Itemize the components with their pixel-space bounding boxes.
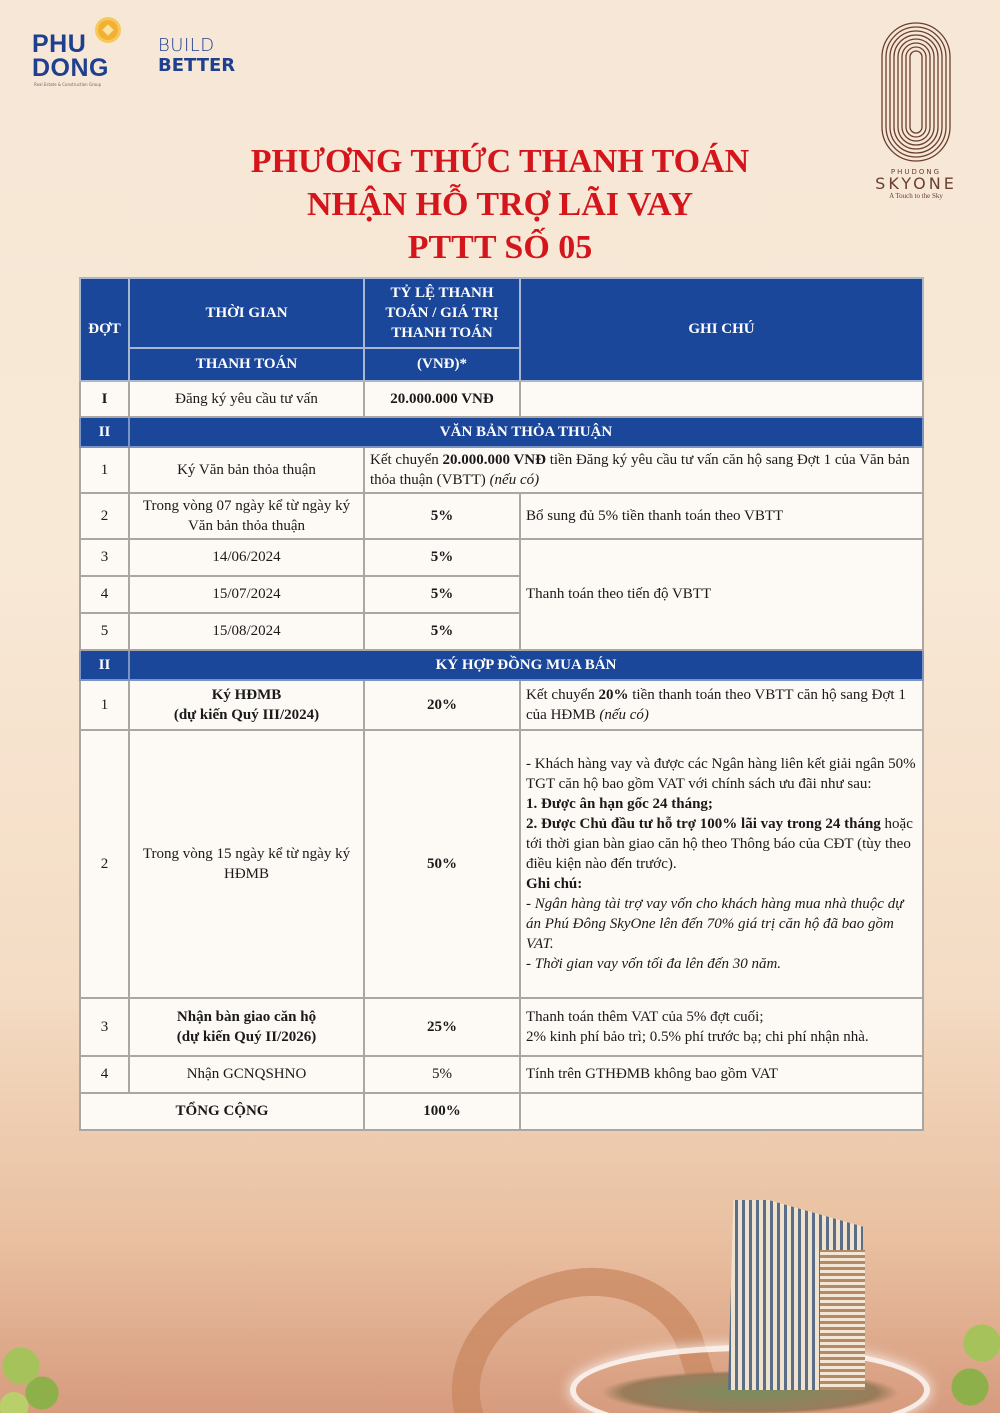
- leaf-left-decor: [0, 1330, 70, 1413]
- rate-cell: 20.000.000 VNĐ: [364, 381, 520, 417]
- note-point2: 2. Được Chủ đầu tư hỗ trợ 100% lãi vay trong 24 tháng: [526, 816, 881, 832]
- note-cell: Bổ sung đủ 5% tiền thanh toán theo VBTT: [520, 493, 923, 539]
- rate-cell: 5%: [364, 613, 520, 650]
- time-cell: Đăng ký yêu cầu tư vấn: [129, 381, 364, 417]
- note-italic2: - Thời gian vay vốn tối đa lên đến 30 năm.: [526, 956, 782, 972]
- build-better-slogan: [158, 36, 235, 76]
- time-cell: Nhận GCNQSHNO: [129, 1056, 364, 1093]
- brand-bottom: DONG: [32, 54, 109, 82]
- dot-cell: 3: [80, 998, 129, 1056]
- rate-cell: 25%: [364, 998, 520, 1056]
- section-label: VĂN BẢN THỎA THUẬN: [129, 417, 923, 447]
- time-cell: 15/07/2024: [129, 576, 364, 613]
- note-cell: [520, 730, 923, 998]
- dot-cell: 4: [80, 576, 129, 613]
- time-cell: 14/06/2024: [129, 539, 364, 576]
- table-row: [80, 447, 923, 493]
- time-line2: (dự kiến Quý III/2024): [173, 707, 320, 723]
- rate-cell: 20%: [364, 680, 520, 730]
- header-time-bottom: THANH TOÁN: [129, 348, 364, 381]
- note-text: tiền Đăng ký yêu cầu tư vấn căn hộ sang Đợt 1 của Văn bản thỏa thuận (VBTT): [370, 452, 910, 488]
- time-cell: [129, 998, 364, 1056]
- project-tagline: A Touch to the Sky: [889, 192, 943, 200]
- note-point1: 1. Được ân hạn gốc 24 tháng;: [526, 796, 713, 812]
- note-italic: (nếu có): [489, 472, 540, 488]
- header-time-top: THỜI GIAN: [129, 278, 364, 348]
- tower-wing-image: [820, 1250, 865, 1390]
- table-row: [80, 680, 923, 730]
- time-cell: [129, 680, 364, 730]
- note-cell: [520, 998, 923, 1056]
- dot-cell: 3: [80, 539, 129, 576]
- note-bold: 20%: [598, 687, 629, 703]
- dot-cell: 5: [80, 613, 129, 650]
- note-intro: - Khách hàng vay và được các Ngân hàng liên kết giải ngân 50% TGT căn hộ bao gồm VAT với chính sách ưu đãi như sau:: [526, 756, 916, 792]
- note-italic: (nếu có): [599, 707, 649, 723]
- note-point2-rest: hoặc tới thời gian bàn giao căn hộ theo Thông báo của CĐT (tùy theo điều kiện nào đến trước).: [526, 816, 913, 872]
- dot-cell: 4: [80, 1056, 129, 1093]
- brand-top: PHU: [32, 30, 87, 58]
- note-text: Kết chuyển: [370, 452, 443, 468]
- time-line1: Ký HĐMB: [211, 687, 282, 703]
- table-row: [80, 493, 923, 539]
- note-text: Kết chuyển: [526, 687, 599, 703]
- section-dot: II: [80, 417, 129, 447]
- note-label: Ghi chú:: [526, 876, 583, 892]
- note-italic1: - Ngân hàng tài trợ vay vốn cho khách hàng mua nhà thuộc dự án Phú Đông SkyOne lên đến 70% giá trị căn hộ đã bao gồm VAT.: [526, 896, 904, 952]
- dot-cell: 2: [80, 730, 129, 998]
- time-line1: Nhận bàn giao căn hộ: [176, 1009, 317, 1025]
- table-row-stage-I: [80, 381, 923, 417]
- sun-icon: [98, 20, 118, 40]
- note-text: tiền thanh toán theo VBTT căn hộ sang Đợt 1 của HĐMB: [526, 687, 906, 723]
- note-cell: Tính trên GTHĐMB không bao gồm VAT: [520, 1056, 923, 1093]
- phudong-logo: [32, 18, 132, 88]
- section-row-vbtt: [80, 417, 923, 447]
- brand-tagline: Real Estate & Construction Group: [34, 82, 102, 87]
- project-small: PHUDONG: [890, 168, 942, 176]
- rate-cell: 50%: [364, 730, 520, 998]
- title-line3: PTTT SỐ 05: [407, 229, 593, 266]
- time-cell: 15/08/2024: [129, 613, 364, 650]
- total-label: TỔNG CỘNG: [80, 1093, 364, 1130]
- total-rate: 100%: [364, 1093, 520, 1130]
- payment-schedule-table: [79, 277, 922, 1131]
- rate-cell: 5%: [364, 539, 520, 576]
- dot-cell: 2: [80, 493, 129, 539]
- title-line2: NHẬN HỖ TRỢ LÃI VAY: [306, 186, 694, 223]
- building-illustration: [0, 1140, 1000, 1413]
- slogan-line2: BETTER: [158, 55, 236, 76]
- rate-cell: 5%: [364, 1056, 520, 1093]
- leaf-right-decor: [940, 1310, 1000, 1413]
- time-cell: Ký Văn bản thỏa thuận: [129, 447, 364, 493]
- note-line2: 2% kinh phí bảo trì; 0.5% phí trước bạ; chi phí nhận nhà.: [526, 1029, 869, 1045]
- table-row: [80, 539, 923, 576]
- table-row: [80, 1056, 923, 1093]
- dot-cell: I: [80, 381, 129, 417]
- note-cell: [364, 447, 923, 493]
- section-row-hdmb: [80, 650, 923, 680]
- merged-note-cell: Thanh toán theo tiến độ VBTT: [520, 539, 923, 650]
- header-dot: ĐỢT: [80, 278, 129, 381]
- note-cell: [520, 381, 923, 417]
- dot-cell: 1: [80, 447, 129, 493]
- time-cell: Trong vòng 15 ngày kể từ ngày ký HĐMB: [129, 730, 364, 998]
- title-line1: PHƯƠNG THỨC THANH TOÁN: [250, 143, 750, 180]
- section-label: KÝ HỢP ĐỒNG MUA BÁN: [129, 650, 923, 680]
- dot-cell: 1: [80, 680, 129, 730]
- total-note: [520, 1093, 923, 1130]
- note-bold: 20.000.000 VNĐ: [442, 452, 546, 468]
- rate-cell: 5%: [364, 493, 520, 539]
- header-note: GHI CHÚ: [520, 278, 923, 381]
- note-line1: Thanh toán thêm VAT của 5% đợt cuối;: [526, 1009, 764, 1025]
- time-cell: Trong vòng 07 ngày kể từ ngày ký Văn bản thỏa thuận: [129, 493, 364, 539]
- section-dot: II: [80, 650, 129, 680]
- page-title: [0, 140, 1000, 269]
- table-row: [80, 730, 923, 998]
- slogan-line1: BUILD: [158, 35, 215, 56]
- note-cell: [520, 680, 923, 730]
- header-rate-bottom: (VNĐ)*: [364, 348, 520, 381]
- project-name: SKYONE: [875, 174, 957, 193]
- total-row: [80, 1093, 923, 1130]
- time-line2: (dự kiến Quý II/2026): [176, 1029, 317, 1045]
- header-rate-top: TỶ LỆ THANH TOÁN / GIÁ TRỊ THANH TOÁN: [364, 278, 520, 348]
- table-row: [80, 998, 923, 1056]
- rate-cell: 5%: [364, 576, 520, 613]
